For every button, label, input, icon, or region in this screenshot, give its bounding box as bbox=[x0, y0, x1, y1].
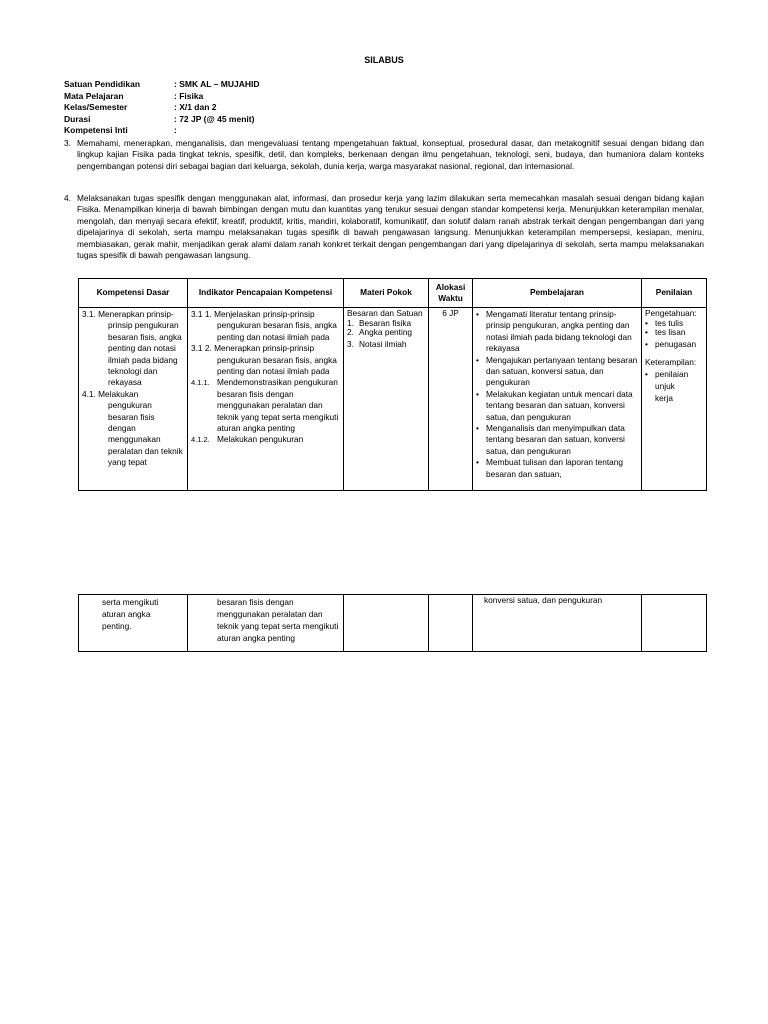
cell-materi-cont bbox=[344, 595, 429, 652]
cell-penilaian-cont bbox=[642, 595, 707, 652]
kompetensi-inti-3: 3. Memahami, menerapkan, menganalisis, dan mengevaluasi tentang mpengetahuan faktual, konseptual, prosedural dasar, dan metakognitif sesuai dengan bidang dan lingkup kajian Fisika pada tingkat teknis, spesifik, detil, dan kompleks, berkenaan dengan ilmu pengetahuan, teknologi, seni, budaya, dan humaniora dalam konteks pengembangan potensi diri sebagai bagian dari keluarga, sekolah, dunia kerja, warga masyarakat nasional, regional, dan internasional. bbox=[64, 138, 704, 171]
syllabus-table-continuation bbox=[78, 594, 707, 652]
list-item: 2. Angka penting bbox=[347, 327, 413, 337]
header-kompetensi-dasar: Kompetensi Dasar bbox=[79, 279, 188, 308]
penilaian-keterampilan-list bbox=[645, 368, 703, 404]
cell-alokasi-cont bbox=[429, 595, 473, 652]
list-item: • penilaian unjuk kerja bbox=[645, 368, 703, 404]
kompetensi-inti-4: 4. Melaksanakan tugas spesifik dengan menggunakan alat, informasi, dan prosedur kerja yang lazim dilakukan serta memecahkan masalah sesuai dengan bidang kajian Fisika. Menampilkan kinerja di bawah bimbingan dengan mutu dan kuantitas yang terukur sesuai dengan standar kompetensi kerja. Menunjukkan keterampilan menalar, mengolah, dan menyaji secara efektif, kreatif, produktif, kritis, mandiri, kolaboratif, komunikatif, dan solutif dalam ranah abstrak terkait dengan pengembangan dari yang dipelajarinya di sekolah, serta mampu melaksanakan tugas spesifik di bawah pengawasan langsung. Menunjukkan keterampilan mempersepsi, kesiapan, meniru, membiasakan, gerak mahir, menjadikan gerak alami dalam ranah konkret terkait dengan pengembangan dari yang dipelajarinya di sekolah, serta mampu melaksanakan tugas spesifik di bawah pengawasan langsung. bbox=[64, 193, 704, 261]
list-item: • Mengajukan pertanyaan tentang besaran dan satuan, konversi satua, dan pengukuran bbox=[476, 355, 638, 389]
meta-row: Kompetensi Inti : bbox=[64, 125, 177, 135]
syllabus-table bbox=[78, 278, 707, 491]
list-item: • penugasan bbox=[645, 340, 703, 350]
cell-alokasi-waktu: 6 JP bbox=[429, 308, 473, 491]
header-penilaian: Penilaian bbox=[642, 279, 707, 308]
table-row bbox=[79, 595, 707, 652]
cell-penilaian: Pengetahuan: • tes tulis • tes lisan • penugasan Keterampilan: • penilaian unjuk kerja bbox=[642, 308, 707, 491]
list-item: • tes tulis bbox=[645, 319, 703, 329]
list-item: 3. Notasi ilmiah bbox=[347, 338, 407, 349]
list-item: • Menganalisis dan menyimpulkan data tentang besaran dan satuan, konversi satua, dan pengukuran bbox=[476, 423, 638, 457]
header-materi-pokok: Materi Pokok bbox=[344, 279, 429, 308]
cell-pembelajaran bbox=[473, 308, 642, 491]
cell-materi-pokok: Besaran dan Satuan 1. Besaran fisika 2. Angka penting 3. Notasi ilmiah bbox=[344, 308, 429, 491]
header-indikator: Indikator Pencapaian Kompetensi bbox=[188, 279, 344, 308]
cell-indikator: 3.1 1. Menjelaskan prinsip-prinsip pengukuran besaran fisis, angka penting dan notasi ilmiah pada 3.1 2. Menerapkan prinsip-prinsip pengukuran besaran fisis, angka penting dan notasi ilmiah pada 4.1.1. Mendemonstrasikan pengukuran besaran fisis dengan menggunakan peralatan dan teknik yang tepat serta mengikuti aturan angka penting 4.1.2. Melakukan pengukuran bbox=[188, 308, 344, 491]
list-item: • Membuat tulisan dan laporan tentang besaran dan satuan, bbox=[476, 457, 638, 480]
meta-row: Durasi : 72 JP (@ 45 menit) bbox=[64, 113, 255, 124]
meta-row: Kelas/Semester : X/1 dan 2 bbox=[64, 102, 217, 112]
pembelajaran-list bbox=[476, 309, 638, 480]
meta-row: Mata Pelajaran : Fisika bbox=[64, 90, 204, 101]
cell-kompetensi-dasar: 3.1. Menerapkan prinsip- prinsip pengukuran besaran fisis, angka penting dan notasi ilmiah pada bidang teknologi dan rekayasa 4.1. Melakukan pengukuran besaran fisis dengan menggunakan peralatan dan teknik yang tepat bbox=[79, 308, 188, 491]
list-item: • Mengamati literatur tentang prinsip- prinsip pengukuran, angka penting dan notasi ilmiah pada bidang teknologi dan rekayasa bbox=[476, 309, 638, 355]
list-item: • Melakukan kegiatan untuk mencari data tentang besaran dan satuan, konversi satua, dan pengukuran bbox=[476, 389, 638, 423]
ipk-sub-item: 4.1.2. Melakukan pengukuran bbox=[191, 434, 304, 445]
ipk-sub-item: 4.1.1. Mendemonstrasikan pengukuran besaran fisis dengan menggunakan peralatan dan teknik yang tepat serta mengikuti aturan angka penting bbox=[191, 377, 339, 434]
cell-kompetensi-dasar-cont: serta mengikuti aturan angka penting. bbox=[79, 595, 188, 652]
meta-row: Satuan Pendidikan : SMK AL – MUJAHID bbox=[64, 79, 260, 89]
header-pembelajaran: Pembelajaran bbox=[473, 279, 642, 308]
cell-indikator-cont: besaran fisis dengan menggunakan peralatan dan teknik yang tepat serta mengikuti aturan angka penting bbox=[188, 595, 344, 652]
header-alokasi-waktu: Alokasi Waktu bbox=[429, 279, 473, 308]
list-item: • tes lisan bbox=[645, 328, 703, 338]
cell-pembelajaran-cont: konversi satua, dan pengukuran bbox=[473, 595, 642, 652]
list-item: 1. Besaran fisika bbox=[347, 317, 412, 328]
table-row bbox=[79, 308, 707, 491]
table-header-row bbox=[79, 279, 707, 308]
penilaian-pengetahuan-list bbox=[645, 319, 703, 350]
page-title: SILABUS bbox=[364, 55, 404, 65]
materi-list bbox=[347, 319, 425, 350]
identity-block bbox=[64, 79, 259, 137]
